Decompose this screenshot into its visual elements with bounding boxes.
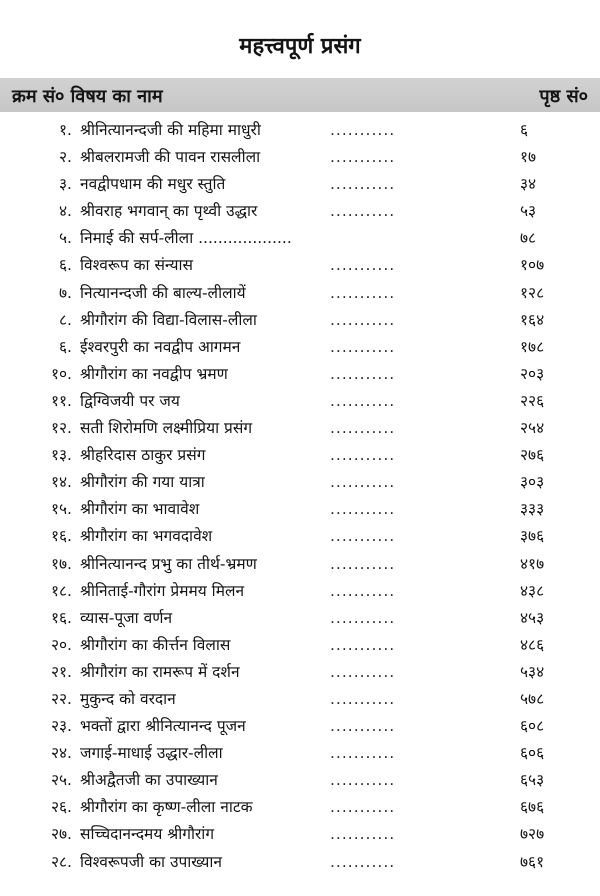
entry-page: ४८६ <box>520 635 545 654</box>
list-item <box>0 740 600 767</box>
entry-title: श्रीगौरांग का रामरूप में दर्शन <box>80 662 240 681</box>
entry-number: १८. <box>50 581 72 600</box>
list-item <box>0 686 600 713</box>
list-item <box>0 469 600 496</box>
list-item <box>0 334 600 361</box>
leader-dots: ........... <box>330 527 396 546</box>
leader-dots: ........... <box>330 337 396 356</box>
entry-title: व्यास-पूजा वर्णन <box>80 608 173 627</box>
entry-title: निमाई की सर्प-लीला ................... <box>80 229 292 248</box>
entry-page: २५४ <box>520 419 545 438</box>
entry-title: श्रीगौरांग का कीर्त्तन विलास <box>80 635 231 654</box>
entry-page: ६०८ <box>520 717 545 736</box>
leader-dots: ........... <box>330 825 396 844</box>
entry-page: ६०६ <box>520 744 545 763</box>
entry-page: ७६१ <box>520 852 545 871</box>
entry-number: २३. <box>50 717 72 736</box>
entry-title: श्रीवराह भगवान् का पृथ्वी उद्धार <box>80 202 258 221</box>
leader-dots: ........... <box>330 852 396 871</box>
list-item <box>0 849 600 876</box>
entry-number: १. <box>59 121 72 139</box>
list-item <box>0 713 600 740</box>
entry-title: भक्तों द्वारा श्रीनित्यानन्द पूजन <box>80 717 246 736</box>
entry-number: १०. <box>50 364 72 383</box>
entry-title: सती शिरोमणि लक्ष्मीप्रिया प्रसंग <box>80 419 253 438</box>
entry-page: ५३४ <box>520 662 545 681</box>
list-item <box>0 605 600 632</box>
list-item <box>0 659 600 686</box>
list-item <box>0 496 600 523</box>
entry-number: २१. <box>50 662 72 681</box>
entry-page: ५३ <box>520 202 537 221</box>
leader-dots: ........... <box>330 771 396 790</box>
entry-page: १२८ <box>520 283 545 302</box>
entry-number: १७. <box>50 554 72 573</box>
entry-page: ३३३ <box>520 500 545 519</box>
entry-page: ६ <box>520 121 529 139</box>
leader-dots: ........... <box>330 500 396 519</box>
list-item <box>0 280 600 307</box>
list-item <box>0 578 600 605</box>
leader-dots: ........... <box>330 608 396 627</box>
entry-title: ईश्वरपुरी का नवद्वीप आगमन <box>80 337 241 356</box>
entry-title: मुकुन्द को वरदान <box>80 689 176 708</box>
list-item <box>0 415 600 442</box>
entry-number: २५. <box>50 771 72 790</box>
list-item <box>0 821 600 848</box>
entry-page: १७ <box>520 148 537 167</box>
table-header <box>0 78 600 112</box>
leader-dots: ........... <box>330 391 396 410</box>
entry-page: ५७८ <box>520 689 545 708</box>
entry-number: १२. <box>50 419 72 438</box>
leader-dots: ........... <box>330 662 396 681</box>
entry-number: १३. <box>50 446 72 465</box>
entry-number: २. <box>59 148 72 167</box>
entry-number: २६. <box>50 798 72 817</box>
leader-dots: ........... <box>330 446 396 465</box>
entry-number: २७. <box>50 825 72 844</box>
entry-page: ३४ <box>520 175 537 194</box>
leader-dots: ........... <box>330 310 396 329</box>
leader-dots: ........... <box>330 473 396 492</box>
entry-title: विश्वरूपजी का उपाख्यान <box>80 852 222 871</box>
list-item <box>0 442 600 469</box>
entry-number: ४. <box>59 202 72 221</box>
entry-title: श्रीगौरांग की विद्या-विलास-लीला <box>80 310 257 329</box>
entry-page: ६५३ <box>520 771 545 790</box>
leader-dots: ........... <box>330 744 396 763</box>
list-item <box>0 198 600 225</box>
entry-number: ५. <box>59 229 72 248</box>
leader-dots: ........... <box>330 717 396 736</box>
entry-title: श्रीहरिदास ठाकुर प्रसंग <box>80 446 206 465</box>
entry-number: २२. <box>50 689 72 708</box>
leader-dots: ........... <box>330 121 396 139</box>
entry-page: १६४ <box>520 310 545 329</box>
list-item <box>0 252 600 279</box>
leader-dots: ........... <box>330 635 396 654</box>
entry-page: २०३ <box>520 364 545 383</box>
list-item <box>0 632 600 659</box>
entry-page: ३०३ <box>520 473 545 492</box>
entry-number: ३. <box>59 175 72 194</box>
leader-dots: ........... <box>330 256 396 275</box>
entry-page: १७८ <box>520 337 545 356</box>
entry-title: श्रीगौरांग का भावावेश <box>80 500 200 519</box>
list-item <box>0 523 600 550</box>
page-title: महत्त्वपूर्ण प्रसंग <box>239 34 361 59</box>
entry-title: नित्यानन्दजी की बाल्य-लीलायें <box>80 283 246 302</box>
list-item <box>0 144 600 171</box>
entry-title: श्रीनित्यानन्दजी की महिमा माधुरी <box>80 121 261 139</box>
leader-dots: ........... <box>330 175 396 194</box>
leader-dots: ........... <box>330 283 396 302</box>
entry-page: ३७६ <box>520 527 545 546</box>
list-item <box>0 767 600 794</box>
entry-number: ७. <box>59 283 72 302</box>
entry-title: जगाई-माधाई उद्धार-लीला <box>80 744 223 763</box>
leader-dots: ........... <box>330 581 396 600</box>
entry-number: २८. <box>50 852 72 871</box>
entry-number: २४. <box>50 744 72 763</box>
entry-number: १५. <box>50 500 72 519</box>
entry-page: ४१७ <box>520 554 545 573</box>
entry-title: श्रीबलरामजी की पावन रासलीला <box>80 148 261 167</box>
leader-dots: ........... <box>330 554 396 573</box>
entry-title: श्रीगौरांग का नवद्वीप भ्रमण <box>80 364 228 383</box>
header-page-number: पृष्ठ सं० <box>539 86 588 107</box>
entry-title: श्रीगौरांग का कृष्ण-लीला नाटक <box>80 798 253 817</box>
header-serial-subject: क्रम सं० विषय का नाम <box>12 86 163 107</box>
list-item <box>0 794 600 821</box>
entry-page: ४५३ <box>520 608 545 627</box>
entry-title: श्रीनिताई-गौरांग प्रेममय मिलन <box>80 581 245 600</box>
entry-page: ७२७ <box>520 825 545 844</box>
entry-number: १६. <box>50 527 72 546</box>
leader-dots: ........... <box>330 798 396 817</box>
leader-dots: ........... <box>330 419 396 438</box>
list-item <box>0 551 600 578</box>
list-item <box>0 388 600 415</box>
entry-number: १६. <box>50 608 72 627</box>
entry-number: १४. <box>50 473 72 492</box>
entry-number: ६. <box>59 337 72 356</box>
entry-page: ६७६ <box>520 798 545 817</box>
entry-page: १०७ <box>520 256 545 275</box>
leader-dots: ........... <box>330 364 396 383</box>
list-item <box>0 307 600 334</box>
entry-title: श्रीगौरांग का भगवदावेश <box>80 527 213 546</box>
entry-number: ८. <box>59 310 72 329</box>
entry-title: द्विग्विजयी पर जय <box>80 391 180 410</box>
leader-dots: ........... <box>330 148 396 167</box>
entry-page: २२६ <box>520 391 545 410</box>
entry-page: ४३८ <box>520 581 545 600</box>
list-item <box>0 171 600 198</box>
entry-page: २७६ <box>520 446 545 465</box>
entry-title: विश्वरूप का संन्यास <box>80 256 193 275</box>
entry-number: २०. <box>50 635 72 654</box>
entry-title: नवद्वीपधाम की मधुर स्तुति <box>80 175 226 194</box>
entry-page: ७८ <box>520 229 537 248</box>
entry-title: सच्चिदानन्दमय श्रीगौरांग <box>80 825 215 844</box>
entry-number: ६. <box>59 256 72 275</box>
contents-list <box>0 117 600 876</box>
list-item <box>0 225 600 252</box>
entry-title: श्रीनित्यानन्द प्रभु का तीर्थ-भ्रमण <box>80 554 257 573</box>
leader-dots: ........... <box>330 202 396 221</box>
list-item <box>0 117 600 144</box>
entry-title: श्रीगौरांग की गया यात्रा <box>80 473 205 492</box>
list-item <box>0 361 600 388</box>
entry-number: ११. <box>50 391 72 410</box>
leader-dots: ........... <box>330 689 396 708</box>
entry-title: श्रीअद्वैतजी का उपाख्यान <box>80 771 218 790</box>
